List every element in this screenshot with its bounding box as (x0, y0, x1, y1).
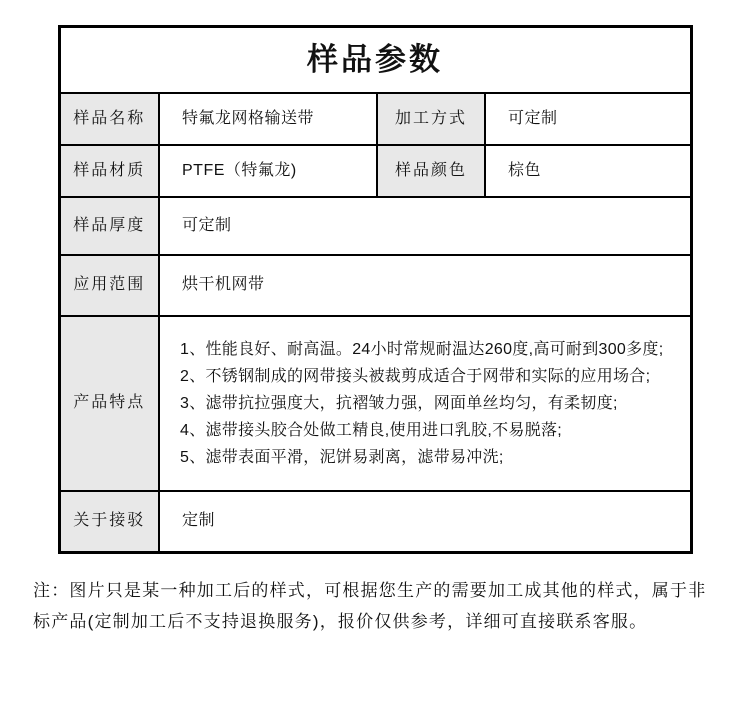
spec-label-application-scope: 应用范围 (59, 255, 159, 316)
feature-item: 2、不锈钢制成的网带接头被裁剪成适合于网带和实际的应用场合; (180, 368, 651, 385)
spec-value-thickness: 可定制 (159, 197, 691, 255)
table-row-features (59, 316, 691, 491)
spec-value-material: PTFE（特氟龙) (159, 145, 377, 197)
feature-item: 3、滤带抗拉强度大，抗褶皱力强，网面单丝均匀，有柔韧度; (180, 395, 618, 412)
spec-label-splicing: 关于接驳 (59, 491, 159, 552)
table-title-row (59, 27, 691, 94)
spec-value-color: 棕色 (485, 145, 691, 197)
spec-label-thickness: 样品厚度 (59, 197, 159, 255)
table-row (59, 491, 691, 552)
feature-item: 5、滤带表面平滑，泥饼易剥离，滤带易冲洗; (180, 449, 504, 466)
table-row (59, 197, 691, 255)
feature-item: 1、性能良好、耐高温。24小时常规耐温达260度,高可耐到300多度; (180, 341, 664, 358)
table-row (59, 255, 691, 316)
spec-table (58, 25, 693, 554)
feature-list (180, 336, 682, 471)
spec-label-color: 样品颜色 (377, 145, 485, 197)
table-row (59, 145, 691, 197)
spec-value-sample-name: 特氟龙网格输送带 (159, 93, 377, 145)
spec-label-material: 样品材质 (59, 145, 159, 197)
spec-value-application-scope: 烘干机网带 (159, 255, 691, 316)
spec-value-splicing: 定制 (159, 491, 691, 552)
note-text: 注：图片只是某一种加工后的样式，可根据您生产的需要加工成其他的样式，属于非标产品(定制加工后不支持退换服务)，报价仅供参考，详细可直接联系客服。 (33, 580, 707, 631)
spec-label-product-features: 产品特点 (59, 316, 159, 491)
product-spec-page (0, 25, 750, 704)
table-title: 样品参数 (59, 27, 691, 94)
spec-value-processing-method: 可定制 (485, 93, 691, 145)
spec-label-sample-name: 样品名称 (59, 93, 159, 145)
feature-item: 4、滤带接头胶合处做工精良,使用进口乳胶,不易脱落; (180, 422, 563, 439)
spec-value-product-features (159, 316, 691, 491)
table-row (59, 93, 691, 145)
spec-label-processing-method: 加工方式 (377, 93, 485, 145)
